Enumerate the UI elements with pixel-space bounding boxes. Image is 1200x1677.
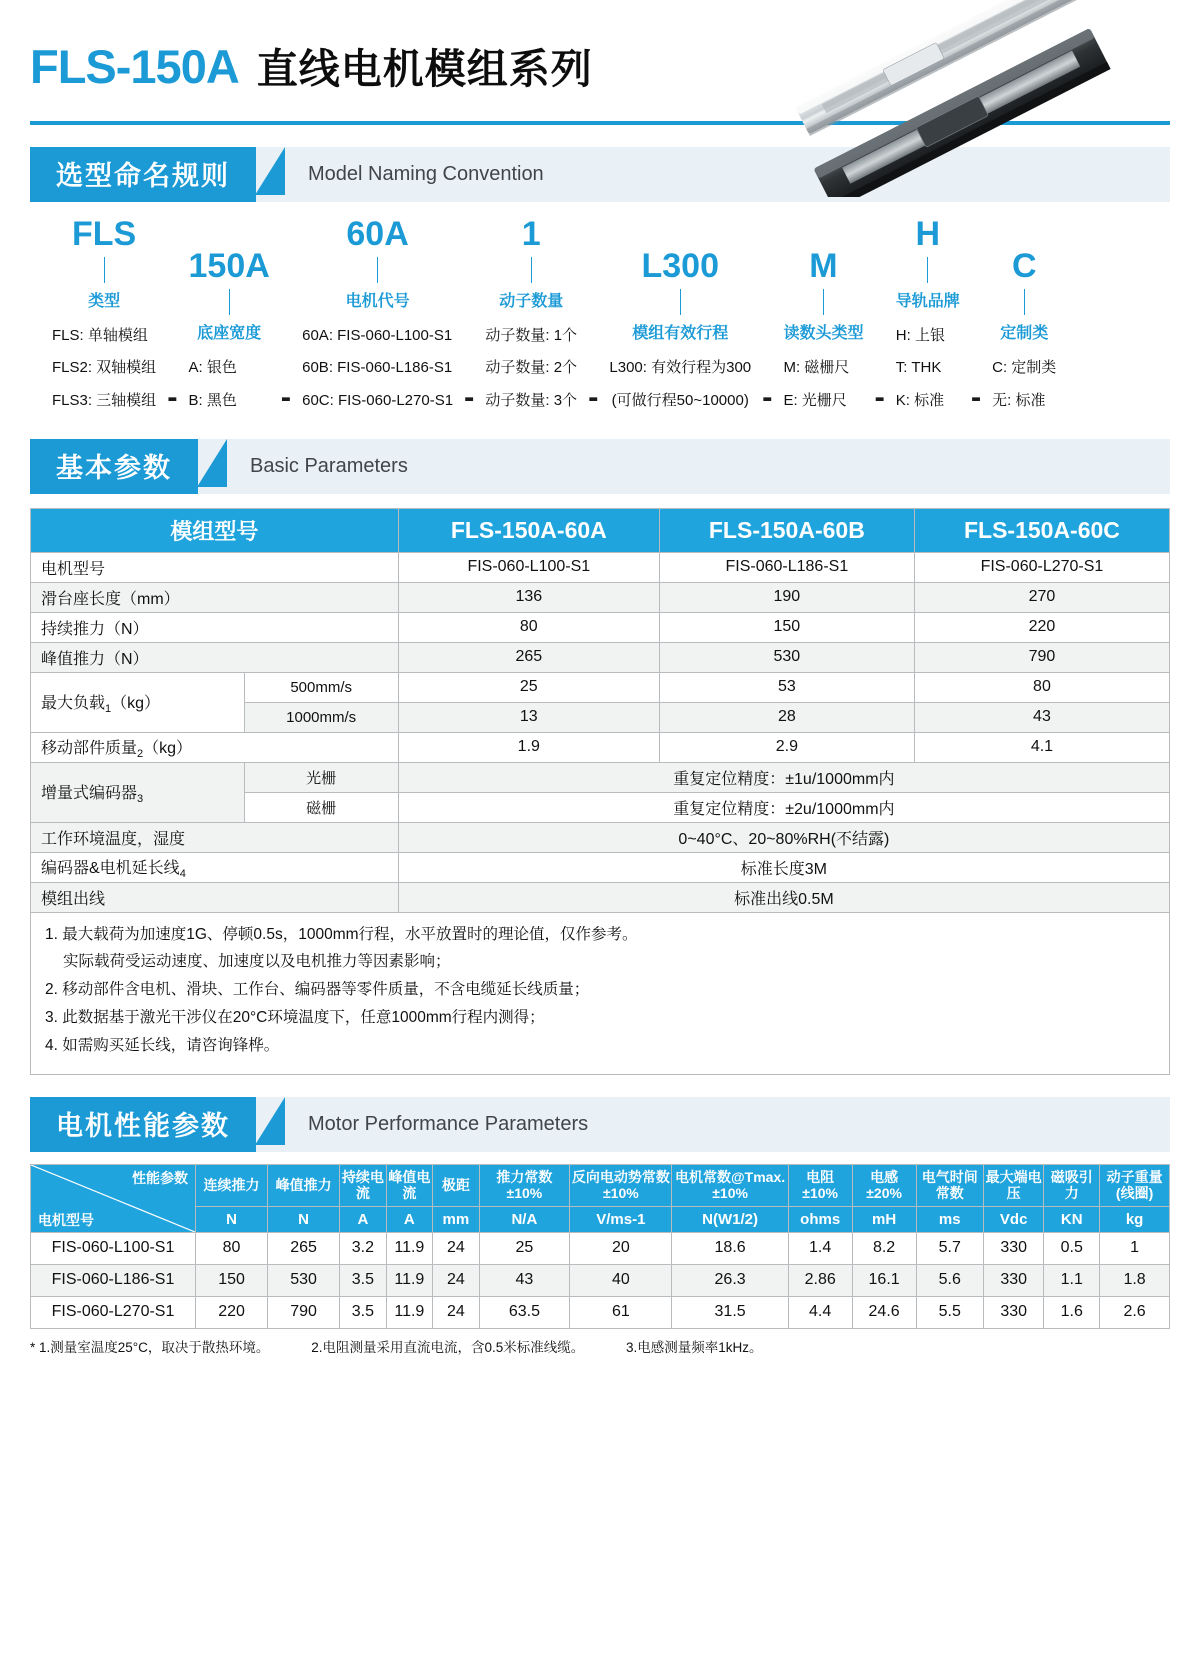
corner-label-top: 性能参数: [132, 1169, 189, 1186]
naming-label: 电机代号: [345, 293, 410, 311]
section-title-en: Motor Performance Parameters: [256, 1097, 1170, 1152]
cell: 61: [570, 1296, 672, 1328]
naming-code: H: [915, 215, 941, 253]
naming-separator: -: [167, 378, 178, 414]
naming-code: 60A: [346, 215, 409, 253]
naming-code: L300: [641, 247, 719, 286]
basic-parameters-table: [30, 508, 1170, 913]
col-unit: N(W1/2): [672, 1206, 788, 1232]
cell: 16.1: [852, 1264, 916, 1296]
table-row: [31, 642, 1170, 672]
naming-code: M: [809, 247, 838, 286]
naming-segment-stroke: [609, 248, 751, 417]
cell: 530: [659, 642, 914, 672]
product-photo: [740, 0, 1170, 197]
naming-options: [302, 320, 453, 416]
cell: 24.6: [852, 1296, 916, 1328]
cell-merged: 重复定位精度：±1u/1000mm内: [398, 762, 1169, 792]
cell: 63.5: [479, 1296, 570, 1328]
cell: 3.2: [340, 1232, 386, 1264]
naming-separator: -: [970, 378, 982, 414]
col-head: 电气时间常数: [916, 1164, 983, 1206]
cell: 43: [914, 702, 1169, 732]
cell: FIS-060-L100-S1: [398, 552, 659, 582]
naming-label: 读数头类型: [783, 325, 864, 343]
row-label: 峰值推力（N）: [31, 642, 399, 672]
naming-options: [189, 352, 270, 416]
cell: 136: [398, 582, 659, 612]
row-label-index: 2: [137, 747, 144, 760]
naming-option: A: 银色: [188, 359, 237, 377]
row-label-moving-mass: [31, 732, 399, 762]
cell: 24: [433, 1296, 479, 1328]
naming-separator: -: [588, 378, 599, 414]
row-model: FIS-060-L186-S1: [31, 1264, 196, 1296]
naming-option: 无: 标准: [992, 391, 1046, 409]
naming-option: 60C: FIS-060-L270-S1: [302, 391, 454, 409]
table-row: [31, 822, 1170, 852]
col-head-60c: FLS-150A-60C: [914, 508, 1169, 552]
row-label: 持续推力（N）: [31, 612, 399, 642]
col-head: 磁吸引力: [1044, 1164, 1100, 1206]
col-unit: V/ms-1: [570, 1206, 672, 1232]
naming-segment-readhead: [783, 248, 863, 417]
table-row: [31, 1264, 1170, 1296]
cell: 2.9: [659, 732, 914, 762]
row-subcat: 磁栅: [244, 792, 398, 822]
cell: 330: [983, 1264, 1043, 1296]
cell: 3.5: [340, 1296, 386, 1328]
naming-option: FLS: 单轴模组: [52, 327, 148, 345]
cell: 25: [479, 1232, 570, 1264]
cell-merged: 标准出线0.5M: [398, 882, 1169, 912]
col-head: 极距: [433, 1164, 479, 1206]
col-head: 峰值推力: [268, 1164, 340, 1206]
cell: 80: [196, 1232, 268, 1264]
row-label-text: 编码器&电机延长线: [41, 859, 180, 877]
naming-separator: -: [464, 378, 475, 414]
naming-label: 模组有效行程: [632, 325, 729, 343]
cell: 26.3: [672, 1264, 788, 1296]
table-row: [31, 672, 1170, 702]
row-label-unit: （kg）: [143, 739, 193, 757]
naming-stem: [823, 289, 824, 315]
note-line: 4. 如需购买延长线，请咨询锋桦。: [45, 1036, 280, 1054]
naming-stem: [104, 257, 105, 283]
cell: 150: [196, 1264, 268, 1296]
col-head-60b: FLS-150A-60B: [659, 508, 914, 552]
cell: 4.1: [914, 732, 1169, 762]
row-label-maxload: [31, 672, 245, 732]
col-unit: N: [268, 1206, 340, 1232]
naming-label: 定制类: [1000, 325, 1049, 343]
row-label: 工作环境温度，湿度: [31, 822, 399, 852]
row-label-unit: （kg）: [111, 694, 161, 712]
cell: 3.5: [340, 1264, 386, 1296]
motor-footnotes: [30, 1336, 1170, 1356]
cell: 8.2: [852, 1232, 916, 1264]
naming-option: E: 光栅尺: [783, 391, 847, 409]
cell: 190: [659, 582, 914, 612]
naming-options: [52, 320, 156, 416]
row-subcat: 光栅: [244, 762, 398, 792]
col-head: 持续电流: [340, 1164, 386, 1206]
col-unit: N: [196, 1206, 268, 1232]
col-unit: A: [386, 1206, 432, 1232]
footnote: 2.电阻测量采用直流电流，含0.5米标准线缆。: [311, 1339, 585, 1355]
row-subcat: 1000mm/s: [244, 702, 398, 732]
naming-label: 底座宽度: [197, 325, 262, 343]
naming-segment-base-width: [189, 248, 270, 417]
naming-option: 60B: FIS-060-L186-S1: [302, 359, 453, 377]
col-unit: kg: [1100, 1206, 1170, 1232]
row-subcat: 500mm/s: [244, 672, 398, 702]
naming-segment-motor-code: [302, 216, 453, 417]
col-unit: Vdc: [983, 1206, 1043, 1232]
cell: FIS-060-L186-S1: [659, 552, 914, 582]
page-header: [30, 0, 1170, 125]
table-row: [31, 852, 1170, 882]
naming-option: T: THK: [895, 359, 942, 377]
cell: 4.4: [788, 1296, 852, 1328]
cell: 25: [398, 672, 659, 702]
cell: 2.6: [1100, 1296, 1170, 1328]
naming-options: [609, 352, 751, 416]
naming-options: [485, 320, 577, 416]
cell-merged: 标准长度3M: [398, 852, 1169, 882]
section-title-en: Model Naming Convention: [256, 147, 1170, 202]
row-label-text: 增量式编码器: [41, 784, 138, 802]
col-unit: mm: [433, 1206, 479, 1232]
note-line: 2. 移动部件含电机、滑块、工作台、编码器等零件质量，不含电缆延长线质量；: [45, 981, 590, 999]
corner-header: [31, 1164, 196, 1232]
col-head: 电机常数@Tmax.±10%: [672, 1164, 788, 1206]
table-row: [31, 762, 1170, 792]
cell: 13: [398, 702, 659, 732]
cell: 330: [983, 1232, 1043, 1264]
col-unit: A: [340, 1206, 386, 1232]
cell: 1.8: [1100, 1264, 1170, 1296]
table-row: [31, 552, 1170, 582]
naming-separator: -: [280, 378, 292, 414]
cell: 220: [196, 1296, 268, 1328]
cell: 80: [398, 612, 659, 642]
cell-merged: 重复定位精度：±2u/1000mm内: [398, 792, 1169, 822]
col-unit: N/A: [479, 1206, 570, 1232]
row-label-text: 移动部件质量: [41, 739, 138, 757]
naming-code: 1: [521, 215, 541, 253]
naming-option: C: 定制类: [992, 359, 1057, 377]
naming-option: FLS3: 三轴模组: [52, 391, 157, 409]
naming-code-row: [40, 216, 1160, 417]
cell: FIS-060-L270-S1: [914, 552, 1169, 582]
cell: 5.5: [916, 1296, 983, 1328]
naming-separator: -: [762, 378, 773, 414]
cell: 2.86: [788, 1264, 852, 1296]
naming-segment-custom: [992, 248, 1056, 417]
naming-label: 动子数量: [499, 293, 564, 311]
naming-stem: [377, 257, 378, 283]
col-head: 最大端电压: [983, 1164, 1043, 1206]
cell-merged: 0~40°C、20~80%RH(不结露): [398, 822, 1169, 852]
naming-segment-type: [52, 216, 156, 417]
col-head-model: 模组型号: [31, 508, 399, 552]
cell: 80: [914, 672, 1169, 702]
row-label-index: 3: [137, 792, 144, 805]
cell: 20: [570, 1232, 672, 1264]
row-label-text: 最大负载: [41, 694, 106, 712]
col-head-60a: FLS-150A-60A: [398, 508, 659, 552]
col-head: 电阻±10%: [788, 1164, 852, 1206]
naming-options: [992, 352, 1056, 416]
cell: 265: [268, 1232, 340, 1264]
table-row: [31, 1232, 1170, 1264]
col-unit: KN: [1044, 1206, 1100, 1232]
table-header-row: [31, 1164, 1170, 1206]
table-row: [31, 882, 1170, 912]
cell: 53: [659, 672, 914, 702]
cell: 330: [983, 1296, 1043, 1328]
corner-label-bottom: 电机型号: [38, 1211, 94, 1228]
naming-segment-rail-brand: [896, 216, 960, 417]
cell: 43: [479, 1264, 570, 1296]
naming-segment-slider-count: [485, 216, 577, 417]
row-label-index: 4: [179, 867, 186, 880]
naming-option: K: 标准: [895, 391, 945, 409]
cell: 28: [659, 702, 914, 732]
cell: 11.9: [386, 1264, 432, 1296]
naming-option: 动子数量: 2个: [485, 359, 578, 377]
section-title-cn: 选型命名规则: [30, 147, 256, 202]
naming-option: H: 上银: [895, 327, 945, 345]
cell: 11.9: [386, 1232, 432, 1264]
table-unit-row: [31, 1206, 1170, 1232]
cell: 150: [659, 612, 914, 642]
cell: 270: [914, 582, 1169, 612]
table-header-row: [31, 508, 1170, 552]
naming-options: [783, 352, 863, 416]
section-title-cn: 基本参数: [30, 439, 198, 494]
naming-separator: -: [874, 378, 885, 414]
cell: 1.1: [1044, 1264, 1100, 1296]
cell: 5.7: [916, 1232, 983, 1264]
naming-option: (可做行程50~10000): [611, 391, 749, 409]
row-label: 电机型号: [31, 552, 399, 582]
note-line: 1. 最大载荷为加速度1G、停顿0.5s，1000mm行程，水平放置时的理论值，仅作参考。: [45, 925, 638, 943]
basic-parameters-notes: [30, 913, 1170, 1075]
col-unit: ms: [916, 1206, 983, 1232]
naming-options: [896, 320, 960, 416]
row-label-encoder: [31, 762, 245, 822]
page-title-product: 直线电机模组系列: [256, 46, 593, 92]
table-row: [31, 612, 1170, 642]
cell: 11.9: [386, 1296, 432, 1328]
cell: 1: [1100, 1232, 1170, 1264]
row-label: 滑台座长度（mm）: [31, 582, 399, 612]
naming-code: C: [1011, 247, 1037, 286]
table-row: [31, 732, 1170, 762]
naming-convention-block: [30, 202, 1170, 417]
col-head: 推力常数±10%: [479, 1164, 570, 1206]
col-head: 动子重量(线圈): [1100, 1164, 1170, 1206]
naming-option: L300: 有效行程为300: [609, 359, 752, 377]
naming-option: 动子数量: 3个: [485, 391, 578, 409]
naming-stem: [680, 289, 681, 315]
naming-code: 150A: [188, 247, 270, 286]
naming-stem: [927, 257, 928, 283]
table-row: [31, 582, 1170, 612]
naming-option: FLS2: 双轴模组: [52, 359, 157, 377]
section-header-basic: [30, 439, 1170, 494]
table-row: [31, 1296, 1170, 1328]
cell: 790: [914, 642, 1169, 672]
naming-option: 动子数量: 1个: [485, 327, 578, 345]
footnote: * 1.测量室温度25°C，取决于散热环境。: [30, 1339, 270, 1355]
cell: 1.9: [398, 732, 659, 762]
page-title-model: FLS-150A: [30, 40, 239, 93]
cell: 790: [268, 1296, 340, 1328]
cell: 31.5: [672, 1296, 788, 1328]
naming-label: 导轨品牌: [895, 293, 960, 311]
col-head: 连续推力: [196, 1164, 268, 1206]
cell: 5.6: [916, 1264, 983, 1296]
row-label: 模组出线: [31, 882, 399, 912]
naming-option: B: 黑色: [188, 391, 237, 409]
footnote: 3.电感测量频率1kHz。: [626, 1339, 763, 1355]
cell: 24: [433, 1264, 479, 1296]
cell: 265: [398, 642, 659, 672]
motor-performance-table: [30, 1164, 1170, 1329]
row-model: FIS-060-L270-S1: [31, 1296, 196, 1328]
naming-label: 类型: [88, 293, 121, 311]
col-unit: mH: [852, 1206, 916, 1232]
note-line: 实际载荷受运动速度、加速度以及电机推力等因素影响；: [63, 953, 451, 971]
section-header-motor: [30, 1097, 1170, 1152]
cell: 24: [433, 1232, 479, 1264]
cell: 40: [570, 1264, 672, 1296]
naming-stem: [229, 289, 230, 315]
col-head: 反向电动势常数±10%: [570, 1164, 672, 1206]
section-title-en: Basic Parameters: [198, 439, 1170, 494]
naming-option: 60A: FIS-060-L100-S1: [302, 327, 453, 345]
naming-option: M: 磁栅尺: [783, 359, 850, 377]
section-title-cn: 电机性能参数: [30, 1097, 256, 1152]
col-unit: ohms: [788, 1206, 852, 1232]
cell: 220: [914, 612, 1169, 642]
col-head: 电感±20%: [852, 1164, 916, 1206]
cell: 530: [268, 1264, 340, 1296]
naming-stem: [531, 257, 532, 283]
cell: 0.5: [1044, 1232, 1100, 1264]
cell: 1.4: [788, 1232, 852, 1264]
row-label-ext-cable: [31, 852, 399, 882]
row-label-index: 1: [105, 702, 112, 715]
naming-code: FLS: [71, 215, 137, 253]
naming-stem: [1024, 289, 1025, 315]
note-line: 3. 此数据基于激光干涉仪在20°C环境温度下，任意1000mm行程内测得；: [45, 1009, 545, 1027]
col-head: 峰值电流: [386, 1164, 432, 1206]
cell: 18.6: [672, 1232, 788, 1264]
row-model: FIS-060-L100-S1: [31, 1232, 196, 1264]
cell: 1.6: [1044, 1296, 1100, 1328]
